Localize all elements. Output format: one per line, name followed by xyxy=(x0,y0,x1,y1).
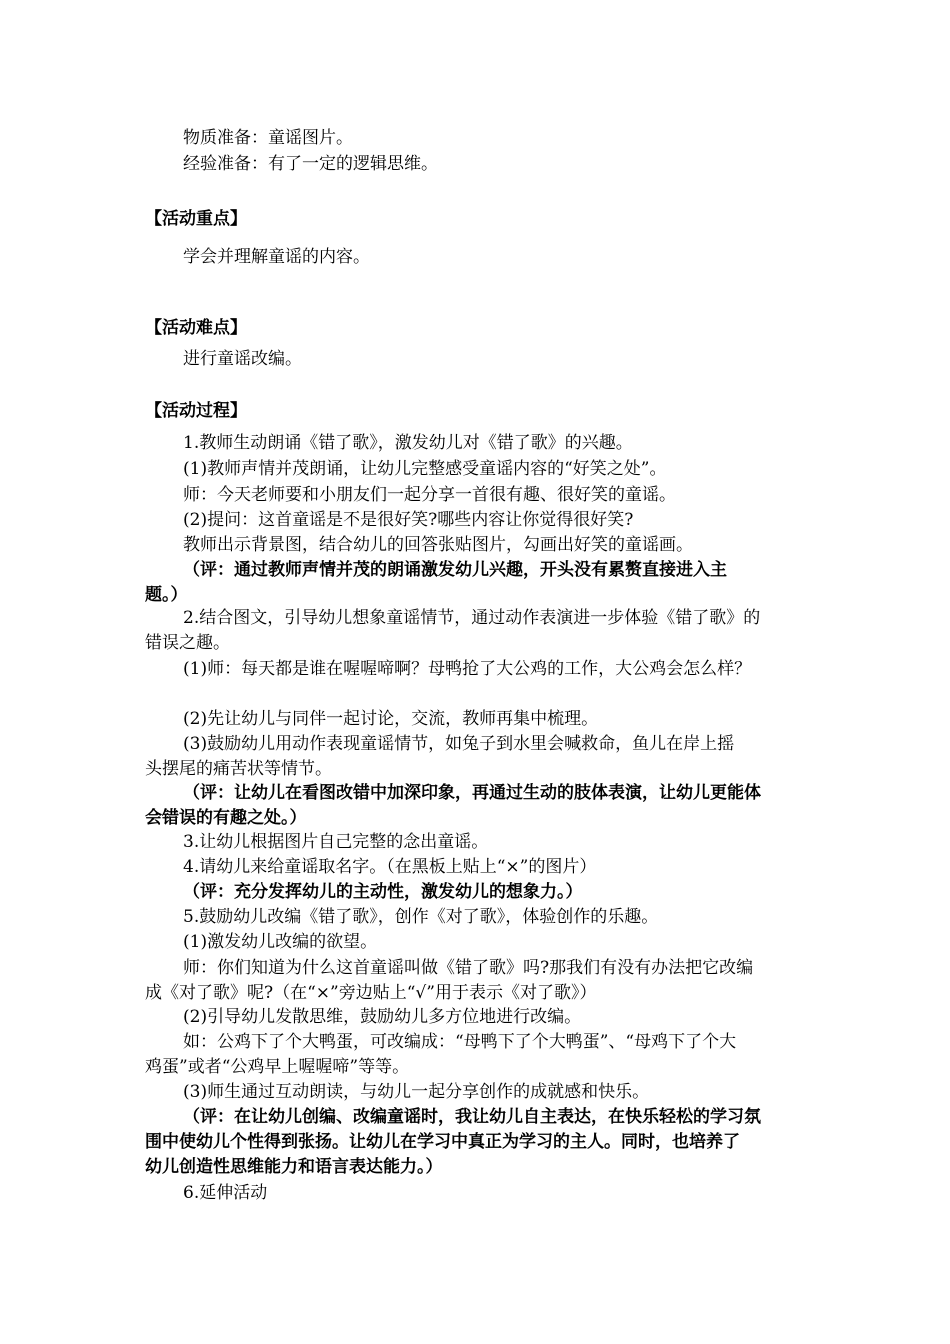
process-line: (2)提问：这首童谣是不是很好笑?哪些内容让你觉得很好笑? xyxy=(183,510,634,530)
process-line: 教师出示背景图，结合幼儿的回答张贴图片，勾画出好笑的童谣画。 xyxy=(183,535,693,555)
process-heading: 【活动过程】 xyxy=(145,401,247,421)
process-line: (3)师生通过互动朗读，与幼儿一起分享创作的成就感和快乐。 xyxy=(183,1082,650,1102)
evaluation-comment: 围中使幼儿个性得到张扬。让幼儿在学习中真正为学习的主人。同时，也培养了 xyxy=(145,1132,740,1152)
difficulty-heading: 【活动难点】 xyxy=(145,318,247,338)
focus-heading: 【活动重点】 xyxy=(145,209,247,229)
process-line: 头摆尾的痛苦状等情节。 xyxy=(145,759,332,779)
evaluation-comment: 幼儿创造性思维能力和语言表达能力。） xyxy=(145,1157,443,1177)
material-prep: 物质准备：童谣图片。 xyxy=(183,128,353,148)
process-line: 4.请幼儿来给童谣取名字。（在黑板上贴上“×”的图片） xyxy=(183,857,597,877)
evaluation-comment: 会错误的有趣之处。） xyxy=(145,808,307,828)
evaluation-comment: （评：通过教师声情并茂的朗诵激发幼儿兴趣，开头没有累赘直接进入主 xyxy=(183,560,727,580)
process-line: 2.结合图文，引导幼儿想象童谣情节，通过动作表演进一步体验《错了歌》的 xyxy=(183,608,761,628)
process-line: 师：你们知道为什么这首童谣叫做《错了歌》吗?那我们有没有办法把它改编 xyxy=(183,958,754,978)
process-line: (2)先让幼儿与同伴一起讨论，交流，教师再集中梳理。 xyxy=(183,709,599,729)
focus-text: 学会并理解童谣的内容。 xyxy=(183,247,370,267)
process-line: 5.鼓励幼儿改编《错了歌》，创作《对了歌》，体验创作的乐趣。 xyxy=(183,907,659,927)
process-line: 鸡蛋”或者“公鸡早上喔喔啼”等等。 xyxy=(145,1057,410,1077)
process-line: 师：今天老师要和小朋友们一起分享一首很有趣、很好笑的童谣。 xyxy=(183,485,676,505)
process-line: (1)教师声情并茂朗诵，让幼儿完整感受童谣内容的“好笑之处”。 xyxy=(183,459,667,479)
process-line: 6.延伸活动 xyxy=(183,1183,268,1203)
experience-prep: 经验准备：有了一定的逻辑思维。 xyxy=(183,154,438,174)
evaluation-comment: （评：让幼儿在看图改错中加深印象，再通过生动的肢体表演，让幼儿更能体 xyxy=(183,783,761,803)
evaluation-comment: 题。） xyxy=(145,585,188,605)
process-line: 如：公鸡下了个大鸭蛋，可改编成：“母鸭下了个大鸭蛋”、“母鸡下了个大 xyxy=(183,1032,737,1052)
evaluation-comment: （评：在让幼儿创编、改编童谣时，我让幼儿自主表达，在快乐轻松的学习氛 xyxy=(183,1107,761,1127)
difficulty-text: 进行童谣改编。 xyxy=(183,349,302,369)
process-line: (2)引导幼儿发散思维，鼓励幼儿多方位地进行改编。 xyxy=(183,1007,582,1027)
evaluation-comment: （评：充分发挥幼儿的主动性，激发幼儿的想象力。） xyxy=(183,882,583,902)
process-line: (1)激发幼儿改编的欲望。 xyxy=(183,932,378,952)
process-line: 成《对了歌》呢?（在“×”旁边贴上“√”用于表示《对了歌》） xyxy=(145,983,597,1003)
process-line: 1.教师生动朗诵《错了歌》，激发幼儿对《错了歌》的兴趣。 xyxy=(183,433,633,453)
process-line: 错误之趣。 xyxy=(145,633,230,653)
process-line: (3)鼓励幼儿用动作表现童谣情节，如兔子到水里会喊救命，鱼儿在岸上摇 xyxy=(183,734,735,754)
process-line: 3.让幼儿根据图片自己完整的念出童谣。 xyxy=(183,832,489,852)
process-line: (1)师：每天都是谁在喔喔啼啊？母鸭抢了大公鸡的工作，大公鸡会怎么样？ xyxy=(183,659,752,679)
